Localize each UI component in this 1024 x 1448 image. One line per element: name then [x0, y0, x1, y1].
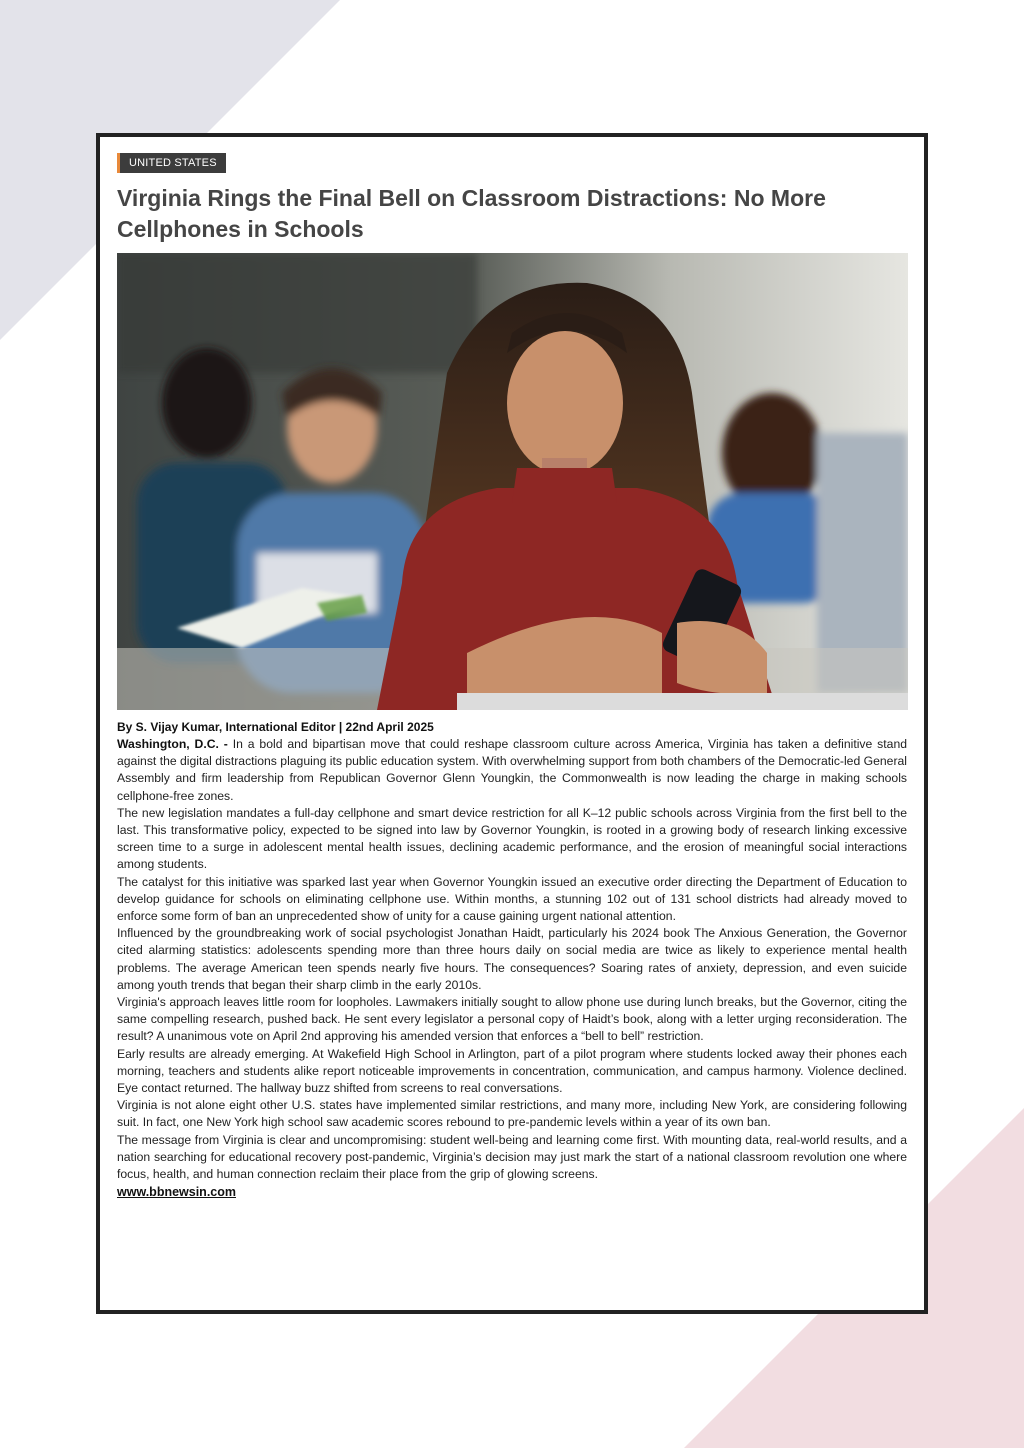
article-paragraph-6: Early results are already emerging. At Wakefield High School in Arlington, part of a pilot program where students locked away their phones each morning, teachers and students alike report noticeable improvements in concentration, communication, and campus harmony. Violence declined. Eye contact returned. The hallway buzz shifted from screens to real conversations.	[117, 1046, 907, 1096]
article-paragraph-5: Virginia's approach leaves little room for loopholes. Lawmakers initially sought to allow phone use during lunch breaks, but the Governor, citing the same compelling research, pushed back. He sent every legislator a personal copy of Haidt’s book, along with a letter urging reconsideration. The result? A unanimous vote on April 2nd approving his amended version that enforces a “bell to bell” restriction.	[117, 995, 907, 1044]
article-card	[96, 133, 928, 1314]
category-tag: UNITED STATES	[117, 153, 226, 173]
article-paragraph-7: Virginia is not alone eight other U.S. states have implemented similar restrictions, and many more, including New York, are considering following suit. In fact, one New York high school saw academic scores rebound to pre-pandemic levels within a year of its own ban.	[117, 1098, 907, 1130]
article-headline: Virginia Rings the Final Bell on Classroom Distractions: No More Cellphones in Schools	[117, 185, 826, 242]
website-link[interactable]: www.bbnewsin.com	[117, 1185, 236, 1200]
article-paragraph-4: Influenced by the groundbreaking work of social psychologist Jonathan Haidt, particularly his 2024 book The Anxious Generation, the Governor cited alarming statistics: adolescents spending more than three hours daily on social media are twice as likely to experience mental health problems. The average American teen spends nearly five hours. The consequences? Soaring rates of anxiety, depression, and even suicide among youth trends that began their sharp climb in the early 2010s.	[117, 926, 907, 992]
article-paragraph-8: The message from Virginia is clear and uncompromising: student well-being and learning come first. With mounting data, real-world results, and a nation searching for educational recovery post-pandemic, Virginia’s decision may just mark the start of a national classroom revolution one where focus, health, and human connection reclaim their place from the grip of glowing screens.	[117, 1132, 907, 1182]
article-paragraph-2: The new legislation mandates a full-day cellphone and smart device restriction for all K–12 public schools across Virginia from the first bell to the last. This transformative policy, expected to be signed into law by Governor Youngkin, is rooted in a growing body of research linking excessive screen time to a surge in adolescent mental health issues, declining academic performance, and the erosion of meaningful social interactions among students.	[117, 805, 907, 872]
article-photo	[117, 253, 908, 710]
byline: By S. Vijay Kumar, International Editor | 22nd April 2025	[117, 720, 434, 734]
article-paragraph-1	[117, 736, 907, 805]
article-content	[117, 153, 907, 1201]
dateline: Washington, D.C. -	[117, 737, 228, 751]
paragraph-1-text: In a bold and bipartisan move that could reshape classroom culture across America, Virginia has taken a definitive stand against the digital distractions plaguing its public education system. With overwhelming support from both chambers of the Democratic-led General Assembly and firm leadership from Republican Governor Glenn Youngkin, the Commonwealth is now leading the charge in making schools cellphone-free zones.	[117, 737, 908, 803]
article-paragraph-3: The catalyst for this initiative was sparked last year when Governor Youngkin issued an executive order directing the Department of Education to develop guidance for schools on eliminating cellphone use. Within months, a stunning 102 out of 131 school districts had already moved to enforce some form of ban an unprecedented show of unity for a cause gaining urgent national attention.	[117, 874, 907, 924]
